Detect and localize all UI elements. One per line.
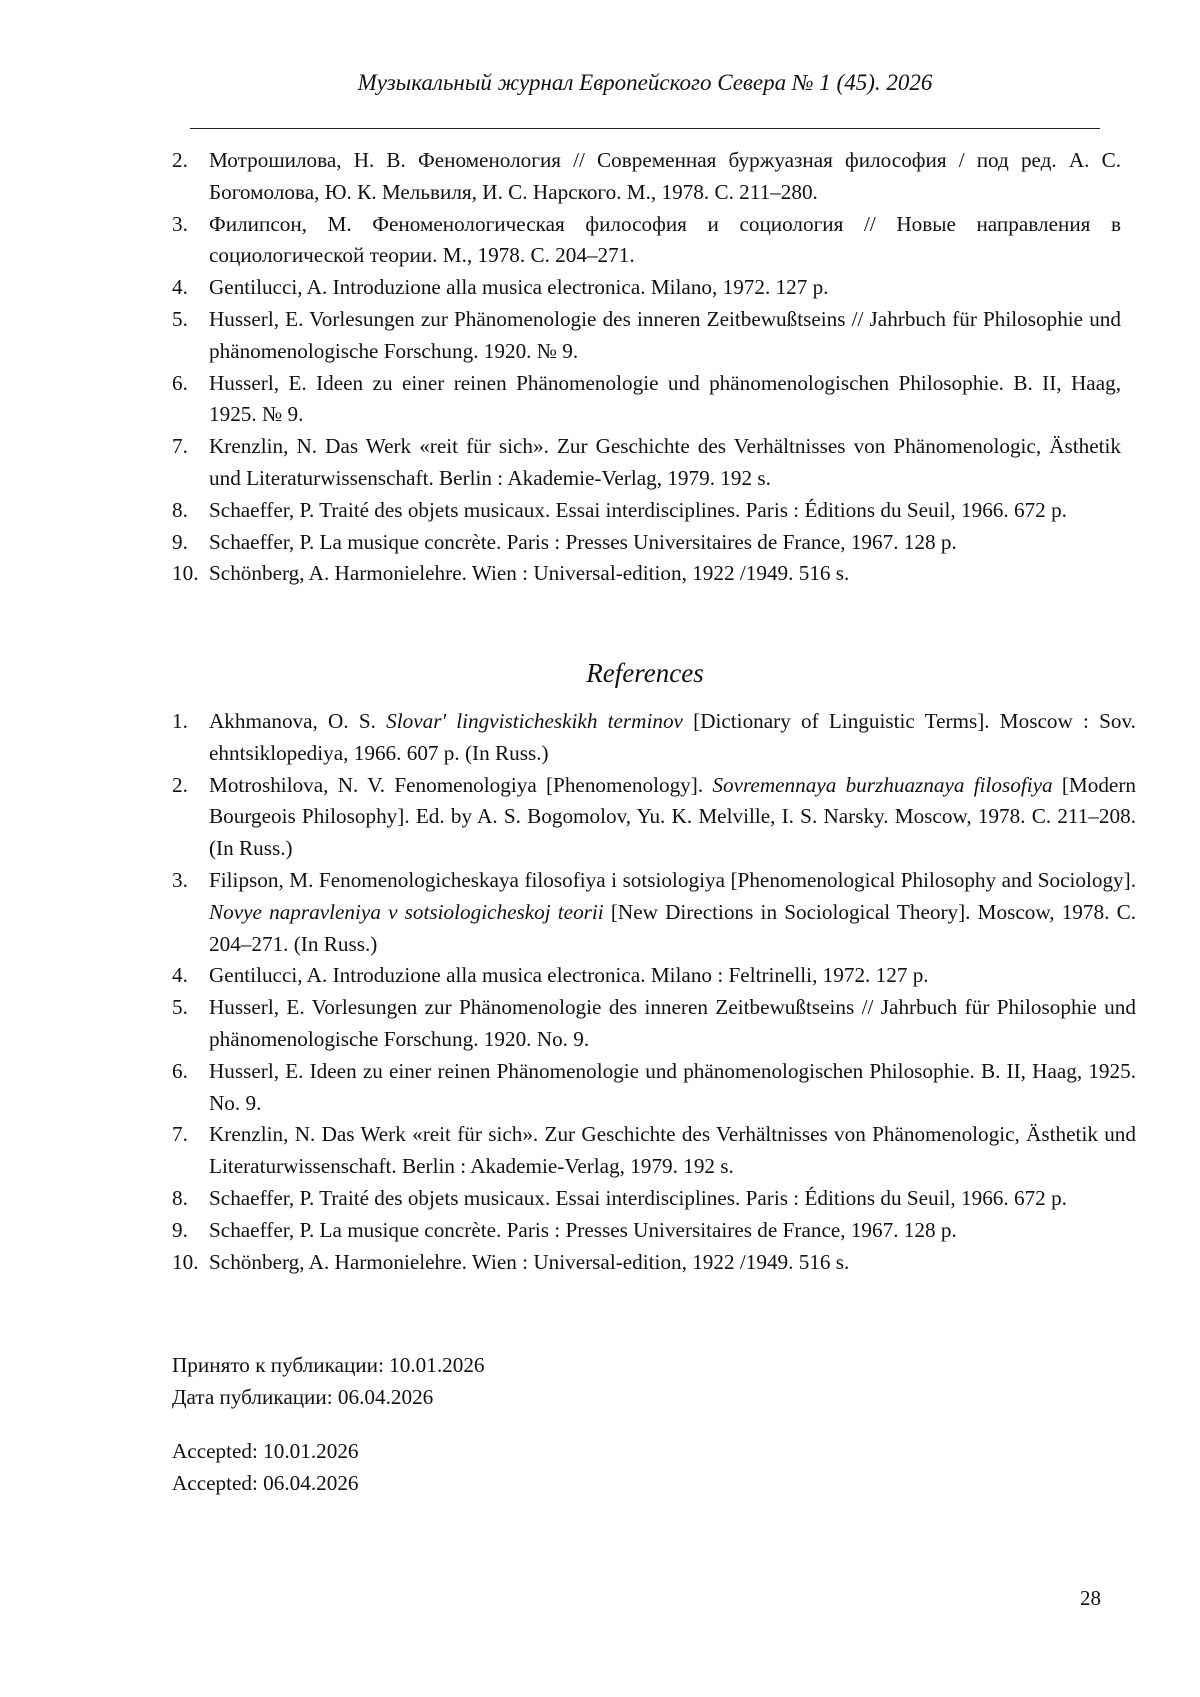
item-number: 7. [172,1122,188,1147]
item-number: 7. [172,434,188,459]
item-text: Husserl, E. Vorlesungen zur Phänomenologie des inneren Zeitbewußtseins // Jahrbuch für Philosophie und phänomenologische Forschung. 1920. No. 9. [209,995,1136,1051]
bibliography-item [172,495,1121,527]
item-number: 2. [172,148,188,172]
item-text: Schönberg, A. Harmonielehre. Wien : Universal-edition, 1922 /1949. 516 s. [209,1249,850,1274]
item-number: 5. [172,995,188,1020]
references-heading: References [586,658,704,688]
bibliography-item [172,527,1121,559]
item-text: Husserl, E. Ideen zu einer reinen Phänomenologie und phänomenologischen Philosophie. B. II, Haag, 1925. No. 9. [209,1058,1136,1115]
published-date-ru: Дата публикации: 06.04.2026 [172,1384,434,1409]
reference-item [172,1119,1136,1183]
item-text: Schaeffer, P. Traité des objets musicaux. Essai interdisciplines. Paris : Éditions du Seuil, 1966. 672 p. [209,1185,1067,1210]
accepted-date-en: Accepted: 10.01.2026 [172,1439,359,1463]
item-number: 10. [172,1249,199,1274]
item-number: 4. [172,275,188,300]
item-text: Schönberg, A. Harmonielehre. Wien : Universal-edition, 1922 /1949. 516 s. [209,561,850,586]
bibliography-item [172,145,1121,209]
item-text: Schaeffer, P. La musique concrète. Paris : Presses Universitaires de France, 1967. 128 p. [209,1217,957,1242]
reference-item [172,992,1136,1056]
accepted-date-ru: Принято к публикации: 10.01.2026 [172,1353,485,1377]
item-text: Husserl, E. Vorlesungen zur Phänomenologie des inneren Zeitbewußtseins // Jahrbuch für Philosophie und phänomenologische Forschung. 1920. № 9. [209,306,1121,363]
item-number: 10. [172,561,199,586]
bibliography-item [172,272,1121,304]
references-list [172,706,1136,1278]
item-number: 3. [172,867,188,892]
publication-dates-en [172,1436,359,1500]
item-text: Krenzlin, N. Das Werk «reit für sich». Zur Geschichte des Verhältnisses von Phänomenologic, Ästhetik und Literaturwissenschaft. Berlin : Akademie-Verlag, 1979. 192 s. [209,434,1121,490]
bibliography-list [172,145,1121,590]
item-italic-title: Novye napravleniya v sotsiologicheskoj teorii [209,899,604,924]
item-text: Akhmanova, O. S. [209,709,387,733]
item-number: 8. [172,497,188,522]
reference-item [172,1056,1136,1120]
publication-dates-ru [172,1350,485,1414]
reference-item [172,706,1136,770]
item-number: 3. [172,211,188,236]
item-number: 9. [172,529,188,554]
item-number: 9. [172,1217,188,1242]
reference-item [172,770,1136,865]
item-text: Schaeffer, P. Traité des objets musicaux. Essai interdisciplines. Paris : Éditions du Seuil, 1966. 672 p. [209,497,1067,522]
item-number: 6. [172,1058,188,1083]
item-italic-title: Slovar' lingvisticheskikh terminov [386,709,683,733]
item-text: Филипсон, М. Феноменологическая философия и социология // Новые направления в социологической теории. М., 1978. С. 204–271. [209,211,1121,268]
item-text: Krenzlin, N. Das Werk «reit für sich». Zur Geschichte des Verhältnisses von Phänomenologic, Ästhetik und Literaturwissenschaft. Berlin : Akademie-Verlag, 1979. 192 s. [209,1122,1136,1179]
bibliography-item [172,558,1121,590]
running-header: Музыкальный журнал Европейского Севера № 1 (45). 2026 [357,70,933,95]
reference-item [172,1215,1136,1247]
item-text: Motroshilova, N. V. Fenomenologiya [Phenomenology]. [209,772,713,797]
bibliography-item [172,209,1121,273]
item-text: Schaeffer, P. La musique concrète. Paris : Presses Universitaires de France, 1967. 128 p. [209,529,957,554]
item-number: 6. [172,370,188,395]
reference-item [172,1247,1136,1279]
item-number: 5. [172,306,188,331]
item-text: Мотрошилова, Н. В. Феноменология // Современная буржуазная философия / под ред. А. С. Богомолова, Ю. К. Мельвиля, И. С. Нарского. М., 1978. С. 211–280. [209,148,1121,204]
reference-item [172,1183,1136,1215]
item-italic-title: Sovremennaya burzhuaznaya filosofiya [712,772,1053,797]
page-number: 28 [1080,1586,1101,1610]
item-number: 8. [172,1185,188,1210]
reference-item [172,865,1136,960]
item-text: Gentilucci, A. Introduzione alla musica electronica. Milano : Feltrinelli, 1972. 127 p. [209,963,929,988]
reference-item [172,960,1136,992]
bibliography-item [172,304,1121,368]
item-text: Gentilucci, A. Introduzione alla musica electronica. Milano, 1972. 127 p. [209,275,829,300]
item-text-continued: [Dictionary of Linguistic Terms]. Moscow : Sov. ehntsiklopediya, 1966. 607 p. (In Russ.) [209,709,1136,765]
item-text-continued: [New Directions in Sociological Theory]. Moscow, 1978. C. 204–271. (In Russ.) [209,899,1136,956]
item-number: 1. [172,709,188,733]
published-date-en: Accepted: 06.04.2026 [172,1470,359,1495]
item-text: Husserl, E. Ideen zu einer reinen Phänomenologie und phänomenologischen Philosophie. B. II, Haag, 1925. № 9. [209,370,1121,427]
item-text: Filipson, M. Fenomenologicheskaya filosofiya i sotsiologiya [Phenomenological Philosophy and Sociology]. [209,867,1136,892]
bibliography-item [172,431,1121,495]
header-rule [190,128,1100,129]
item-number: 2. [172,772,188,797]
bibliography-item [172,368,1121,432]
item-text-continued: [Modern Bourgeois Philosophy]. Ed. by A. S. Bogomolov, Yu. K. Melville, I. S. Narsky. Moscow, 1978. C. 211–208. (In Russ.) [209,772,1136,861]
item-number: 4. [172,963,188,988]
